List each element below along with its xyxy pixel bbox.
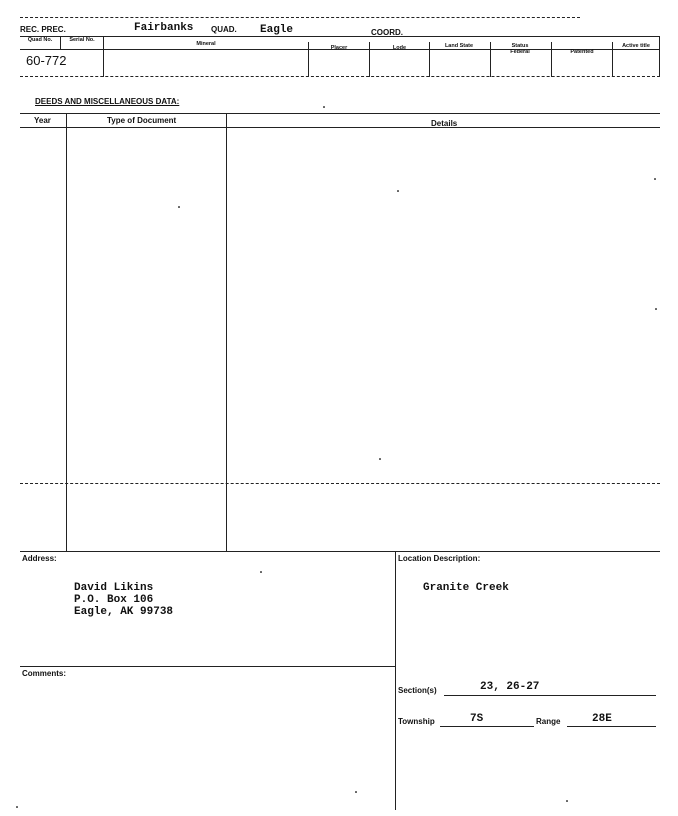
lode-label: Lode [392, 45, 407, 51]
deeds-header-rule [20, 127, 660, 128]
address-line-2: P.O. Box 106 [74, 594, 154, 606]
range-underline [567, 726, 656, 727]
deeds-col-sep-1 [66, 113, 67, 551]
quad-label: QUAD. [211, 25, 237, 34]
active-title-label: Active title [622, 43, 650, 49]
comments-rule [20, 666, 396, 667]
col-sep [612, 42, 613, 77]
bottom-top-rule [20, 551, 660, 552]
quad-no-value: 60-772 [26, 53, 67, 68]
deeds-section-title: DEEDS AND MISCELLANEOUS DATA: [35, 97, 180, 106]
top-border [20, 17, 580, 18]
scan-speck [355, 791, 357, 793]
patented-label: Patented [570, 49, 594, 55]
range-label: Range [536, 717, 561, 726]
deeds-dashed-rule [20, 483, 660, 484]
serial-no-label: Serial No. [69, 37, 95, 43]
header-rule-bottom [20, 76, 660, 77]
quad-no-label: Quad No. [27, 37, 53, 43]
header-rule-1 [20, 36, 660, 37]
scan-speck [397, 190, 399, 192]
col-sep [429, 42, 430, 77]
col-year-label: Year [34, 116, 51, 125]
coord-label: COORD. [371, 28, 403, 37]
address-line-1: David Likins [74, 582, 154, 594]
scan-speck [323, 106, 325, 108]
status-federal-label: Status Federal [510, 43, 530, 55]
scan-speck [654, 178, 656, 180]
deeds-top-rule [20, 113, 660, 114]
scan-speck [16, 806, 18, 808]
col-sep [60, 36, 61, 50]
col-sep [659, 36, 660, 77]
section-underline [444, 695, 656, 696]
land-state-label: Land State [444, 43, 474, 49]
scan-speck [260, 571, 262, 573]
scan-speck [655, 308, 657, 310]
quad-value: Eagle [260, 24, 294, 36]
township-value: 7S [470, 713, 484, 725]
mineral-label: Mineral [196, 41, 216, 47]
col-details-label: Details [431, 119, 458, 128]
address-label: Address: [22, 554, 57, 563]
scan-speck [566, 800, 568, 802]
rec-prec-value: Fairbanks [134, 22, 194, 34]
range-value: 28E [592, 713, 612, 725]
bottom-col-sep [395, 551, 396, 810]
comments-label: Comments: [22, 669, 67, 678]
deeds-col-sep-2 [226, 113, 227, 551]
location-value: Granite Creek [423, 582, 509, 594]
col-type-label: Type of Document [107, 116, 177, 125]
township-label: Township [398, 717, 435, 726]
col-sep [490, 42, 491, 77]
location-label: Location Description: [398, 554, 481, 563]
address-line-3: Eagle, AK 99738 [74, 606, 174, 618]
scan-speck [178, 206, 180, 208]
township-underline [440, 726, 534, 727]
section-value: 23, 26-27 [480, 681, 540, 693]
col-sep [551, 42, 552, 77]
scan-speck [379, 458, 381, 460]
rec-prec-label: REC. PREC. [20, 25, 66, 34]
placer-label: Placer [330, 45, 348, 51]
section-label: Section(s) [398, 686, 437, 695]
